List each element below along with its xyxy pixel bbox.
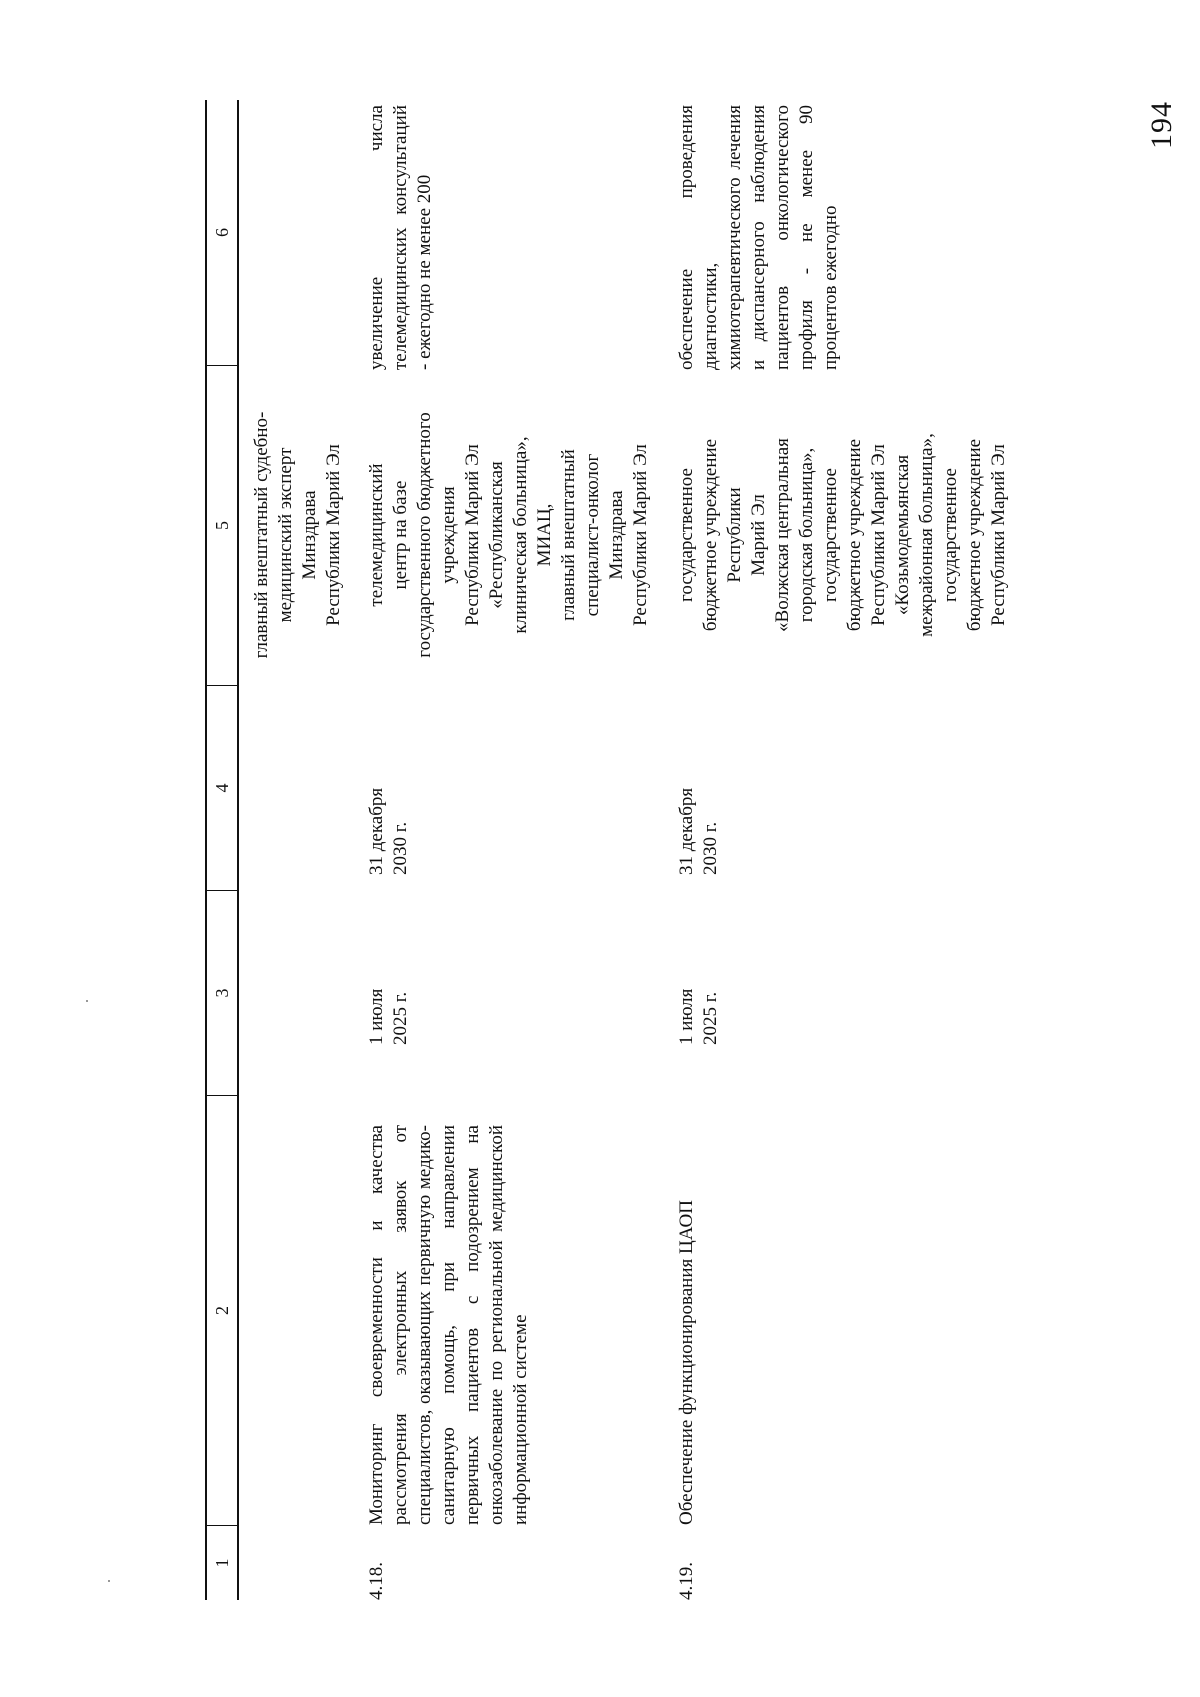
scan-speck <box>108 1580 110 1582</box>
continuation-responsible: главный внештатный судебно- медицинский эксперт Минздрава Республики Марий Эл <box>251 411 344 659</box>
col-header-2: 2 <box>207 1095 237 1525</box>
rotated-table-sheet <box>205 100 1200 1600</box>
row-responsible: государственное бюджетное учреждение Республики Марий Эл «Волжская центральная городская больница», государственное бюджетное учреждение Республики Марий Эл «Козьмодемьянская межрайонная больница», государственное бюджетное учреждение Республики Марий Эл <box>676 433 1009 637</box>
scan-speck <box>86 1000 88 1002</box>
row-end-date: 31 декабря 2030 г. <box>366 787 411 875</box>
row-start-date: 1 июля 2025 г. <box>366 988 411 1045</box>
col-header-5: 5 <box>207 365 237 685</box>
row-responsible: телемедицинский центр на базе государственного бюджетного учреждения Республики Марий Эл «Республиканская клиническая больница», МИАЦ, главный внештатный специалист-онколог Минздрава Республики Марий Эл <box>366 412 651 658</box>
table-header-row <box>205 100 239 1600</box>
row-start-date: 1 июля 2025 г. <box>676 988 721 1045</box>
col-header-6: 6 <box>212 228 232 237</box>
col-header-3: 3 <box>207 890 237 1095</box>
page-number: 194 <box>1145 101 1178 149</box>
row-number: 4.18. <box>366 1562 387 1600</box>
col-header-4: 4 <box>207 685 237 890</box>
row-end-date: 31 декабря 2030 г. <box>676 787 721 875</box>
row-result: увеличение числа телемедицинских консультаций - ежегодно не менее 200 <box>366 105 435 370</box>
row-task: Мониторинг своевременности и качества рассмотрения электронных заявок от специалистов, оказывающих первичную медико-санитарную помощь, при направлении первичных пациентов с подозрением на онкозаболевание по региональной медицинской информационной системе <box>366 1125 531 1525</box>
row-task: Обеспечение функционирования ЦАОП <box>676 1200 697 1525</box>
row-result: обеспечение проведения диагностики, химиотерапевтического лечения и диспансерного наблюдения пациентов онкологического профиля - не менее 90 процентов ежегодно <box>676 105 841 370</box>
col-header-1: 1 <box>207 1525 237 1600</box>
row-number: 4.19. <box>676 1562 697 1600</box>
